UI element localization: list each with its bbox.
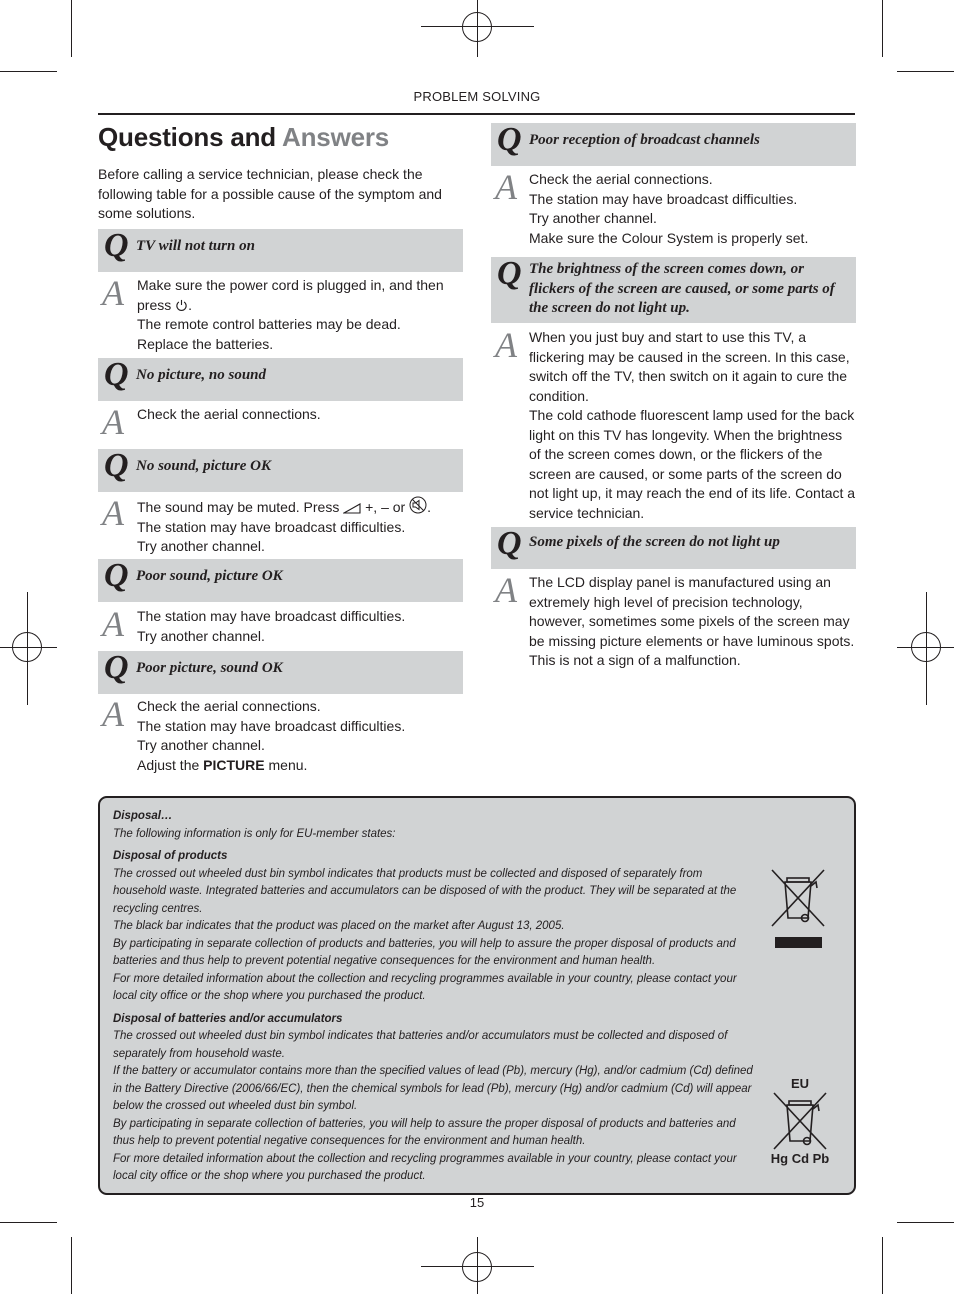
question-box [98,229,463,272]
question-text: Poor sound, picture OK [136,568,283,584]
answer-line: Check the aerial connections. [137,406,321,422]
answer-block [137,496,467,557]
power-icon [175,299,188,312]
q-letter: Q [497,255,522,292]
page-number: 15 [469,1195,485,1210]
battery-symbol-bottom: Hg Cd Pb [770,1151,830,1166]
disposal-intro: The following information is only for EU-member states: [113,827,396,840]
answer-line: The station may have broadcast difficulties. [137,518,406,535]
question-text: TV will not turn on [136,238,255,254]
batteries-paragraph: For more detailed information about the collection and recycling programmes available in your country, please contact your local city office or the shop where you purchased the product. [113,1152,737,1182]
crop-mark-icon [71,0,72,57]
a-letter: A [102,273,124,313]
answer-line: The station may have broadcast difficulties. [529,190,798,207]
crop-mark-icon [897,1222,954,1223]
a-letter: A [495,325,517,365]
answer-paragraph: The cold cathode fluorescent lamp used for the back light on this TV has longevity. When the brightness of the screen comes down, or the flickers of the screen are caused, or some parts of the screen do not light up, it may reach the end of its life. Contact a service technician. [529,407,856,521]
answer-block [529,328,857,523]
a-letter: A [102,694,124,734]
a-letter: A [495,570,517,610]
answer-line: Try another channel. [529,210,657,226]
question-text: No sound, picture OK [136,458,272,474]
answer-paragraph: When you just buy and start to use this TV, a flickering may be caused in the screen. In this case, switch off the TV, then switch on it again to cure the condition. [529,329,850,404]
answer-line: Make sure the power cord is plugged in, and then press . [137,277,444,313]
a-letter: A [102,604,124,644]
answer-block [137,405,467,425]
question-text: Poor picture, sound OK [136,660,283,676]
section-header: PROBLEM SOLVING [413,89,541,104]
answer-line: Make sure the Colour System is properly set. [529,229,809,246]
question-box [98,651,463,694]
answer-line: Check the aerial connections. [137,698,321,714]
question-box [98,559,463,602]
answer-line: Check the aerial connections. [529,171,713,187]
header-rule [98,113,855,115]
disposal-text [113,808,755,1186]
answer-block [137,697,467,775]
batteries-paragraph: By participating in separate collection of batteries, you will help to assure the proper disposal of products and batteries and thus help to prevent potential negative consequences for the environment and human health. [113,1117,736,1147]
a-letter: A [495,167,517,207]
intro-text: Before calling a service technician, please check the following table for a possible cause of the symptom and some solutions. [98,166,442,221]
title-part-1: Questions and [98,122,276,152]
answer-line: The sound may be muted. Press +, – or . [137,496,467,518]
answer-line: Replace the batteries. [137,335,274,352]
crop-mark-icon [71,1237,72,1294]
answer-line: Adjust the PICTURE menu. [137,756,308,773]
q-letter: Q [497,525,522,562]
q-letter: Q [104,227,129,264]
question-text: Some pixels of the screen do not light up [529,534,780,550]
products-paragraph: By participating in separate collection of products and batteries, you will help to assure the proper disposal of products and batteries and thus help to prevent potential negative consequences for the environment and human health. [113,937,736,967]
question-box [98,358,463,401]
picture-menu-label: PICTURE [203,756,265,773]
answer-block [529,573,857,671]
products-paragraph: The black bar indicates that the product was placed on the market after August 13, 2005. [113,920,565,932]
mute-icon [409,496,427,514]
products-paragraph: For more detailed information about the collection and recycling programmes available in your country, please contact your local city office or the shop where you purchased the product. [113,972,737,1002]
q-letter: Q [104,447,129,484]
answer-line: The station may have broadcast difficulties. [137,717,406,734]
weee-bin-icon [768,868,828,952]
q-letter: Q [104,557,129,594]
a-letter: A [102,402,124,442]
question-box [98,449,463,492]
battery-symbol-top: EU [790,1076,810,1091]
answer-line: The station may have broadcast difficulties. [137,608,406,624]
answer-paragraph: The LCD display panel is manufactured using an extremely high level of precision technology, however, sometimes some pixels of the screen may be missing picture elements or have luminous spots. This is not a sign of a malfunction. [529,574,855,668]
batteries-paragraph: The crossed out wheeled dust bin symbol indicates that batteries and/or accumulators must be collected and disposed of separately from household waste. [113,1030,728,1060]
volume-up-icon [343,503,361,514]
answer-block [529,170,857,248]
question-box [491,257,856,323]
answer-block [137,607,467,646]
answer-block [137,276,467,354]
question-text: The brightness of the screen comes down, or flickers of the screen are caused, or some parts of the screen do not light up. [529,261,835,316]
q-letter: Q [104,356,129,393]
answer-line: The remote control batteries may be dead. [137,316,401,332]
crop-mark-icon [882,1237,883,1294]
products-paragraph: The crossed out wheeled dust bin symbol indicates that products must be collected and disposed of separately from household waste. Integrated batteries and accumulators can be disposed of with the product. They will be separated at the recycling centres. [113,867,737,915]
title-part-2: Answers [282,122,390,152]
crop-mark-icon [897,71,954,72]
crop-mark-icon [0,1222,57,1223]
batteries-heading: Disposal of batteries and/or accumulators [113,1012,343,1025]
answer-line: Try another channel. [137,737,265,753]
disposal-box [98,796,856,1195]
crop-mark-icon [882,0,883,57]
a-letter: A [102,493,124,533]
battery-bin-icon [770,1091,830,1151]
question-box [491,527,856,569]
battery-symbol [760,1076,840,1166]
products-heading: Disposal of products [113,850,228,862]
answer-line: Try another channel. [137,627,265,644]
question-box [491,123,856,166]
q-letter: Q [104,649,129,686]
batteries-paragraph: If the battery or accumulator contains more than the specified values of lead (Pb), mercury (Hg), and/or cadmium (Cd) defined in the Battery Directive (2006/66/EC), then the chemical symbols for lead (Pb), mercury (Hg) and/or cadmium (Cd) will appear below the crossed out wheeled dust bin symbol. [113,1065,753,1112]
answer-line: Try another channel. [137,538,265,554]
question-text: No picture, no sound [136,367,267,383]
page-title [98,122,389,153]
crop-mark-icon [0,71,57,72]
q-letter: Q [497,121,522,158]
question-text: Poor reception of broadcast channels [529,132,760,148]
disposal-heading: Disposal… [113,810,173,822]
